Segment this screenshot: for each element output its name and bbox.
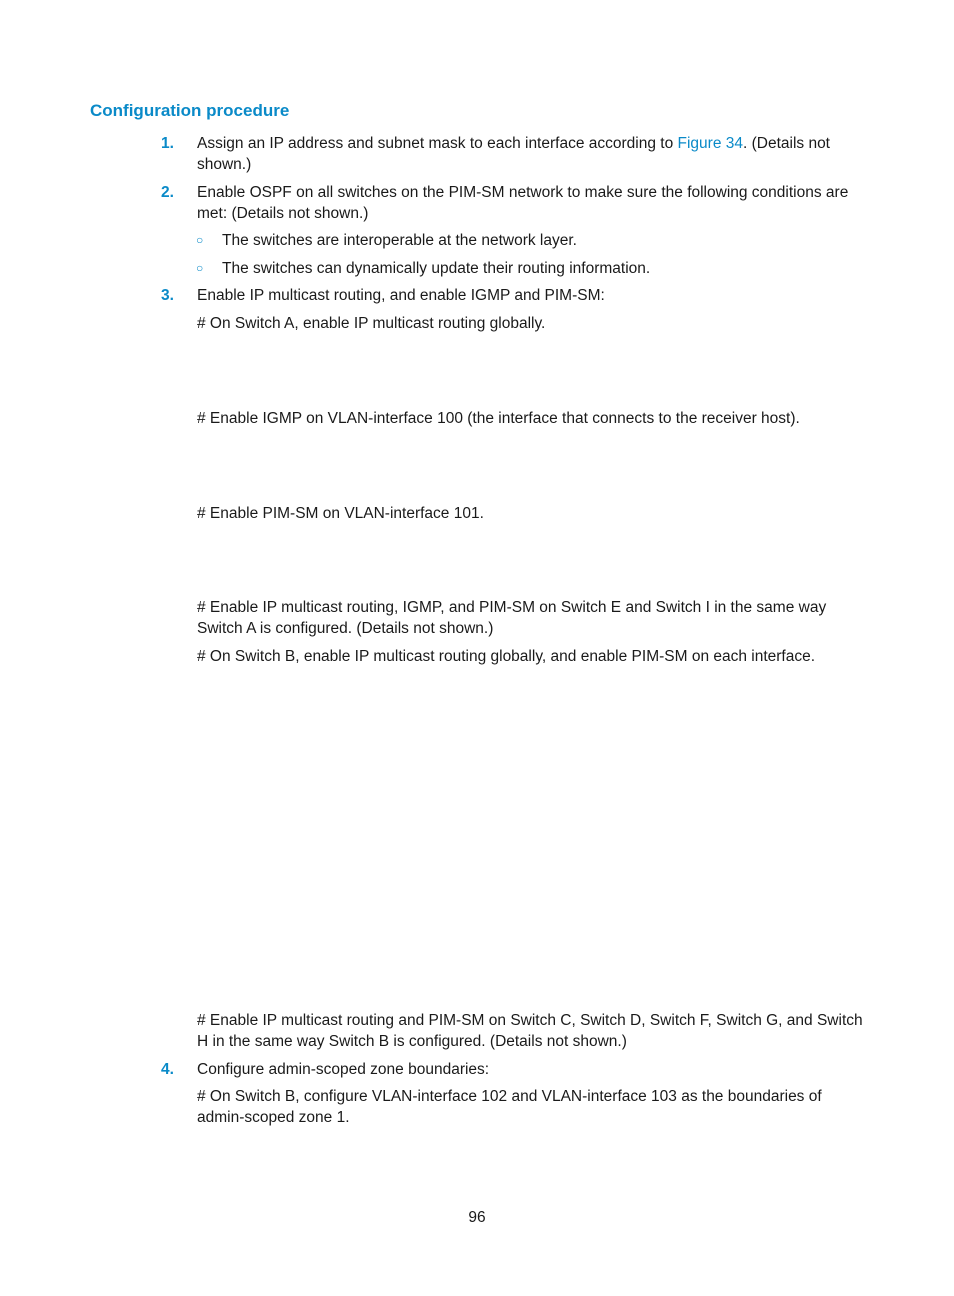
step-4-text: Configure admin-scoped zone boundaries: (197, 1061, 490, 1078)
bullet-icon: ○ (196, 261, 204, 275)
step-1-text-before: Assign an IP address and subnet mask to each interface according to (197, 135, 678, 152)
section-title: Configuration procedure (90, 101, 290, 120)
step-3-note-5: # On Switch B, enable IP multicast routing globally, and enable PIM-SM on each interface. (197, 648, 816, 665)
figure-34-link[interactable]: Figure 34 (677, 135, 743, 152)
step-2-bullet-2: The switches can dynamically update their routing information. (222, 260, 651, 277)
step-2-text: Enable OSPF on all switches on the PIM-SM network to make sure the following conditions are met: (Details not shown.) (197, 184, 849, 222)
step-3-note-3: # Enable PIM-SM on VLAN-interface 101. (197, 505, 484, 522)
page-number: 96 (468, 1209, 486, 1226)
step-3-note-1: # On Switch A, enable IP multicast routing globally. (197, 315, 546, 332)
step-2-bullet-1: The switches are interoperable at the network layer. (222, 232, 577, 249)
step-4-number: 4. (161, 1061, 174, 1078)
step-3-number: 3. (161, 287, 174, 304)
step-3-note-6: # Enable IP multicast routing and PIM-SM on Switch C, Switch D, Switch F, Switch G, and Switch H in the same way Switch B is configured. (Details not shown.) (197, 1012, 863, 1050)
step-3-note-4: # Enable IP multicast routing, IGMP, and PIM-SM on Switch E and Switch I in the same way Switch A is configured. (Details not shown.) (197, 599, 827, 637)
step-4-note-1: # On Switch B, configure VLAN-interface 102 and VLAN-interface 103 as the boundaries of admin-scoped zone 1. (197, 1088, 822, 1126)
bullet-icon: ○ (196, 233, 204, 247)
step-1-text (197, 133, 869, 175)
step-1-number: 1. (161, 135, 174, 152)
step-3-note-2: # Enable IGMP on VLAN-interface 100 (the interface that connects to the receiver host). (197, 410, 800, 427)
step-2-number: 2. (161, 184, 174, 201)
step-3-text: Enable IP multicast routing, and enable IGMP and PIM-SM: (197, 287, 605, 304)
step-1-text-after: . (Details not shown.) (197, 135, 830, 173)
